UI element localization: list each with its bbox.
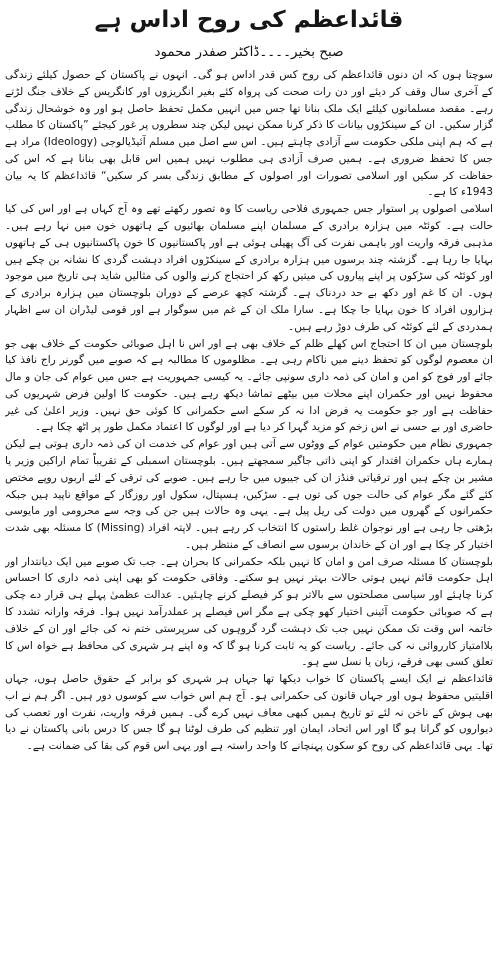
article-body <box>5 67 493 973</box>
article-byline: صبح بخیر۔۔۔۔ڈاکٹر صفدر محمود <box>154 44 344 60</box>
article-paragraph: بلوچستان کا مسئلہ صرف امن و امان کا نہیں بلکہ حکمرانی کا بحران ہے۔ جب تک صوبے میں ایک دیانتدار اور اہل حکومت قائم نہیں ہوتی حالات بہتر نہیں ہو سکتے۔ وفاقی حکومت کو بھی اپنی ذمہ داری کا احساس کرنا چاہئے اور سیاسی مصلحتوں سے بالاتر ہو کر فیصلے کرنے چاہئیں۔ عدالت عظمیٰ پہلے ہی قرار دے چکی ہے کہ صوبائی حکومت آئینی اختیار کھو چکی ہے مگر اس فیصلے پر عملدرآمد نہیں ہوا۔ فرقہ وارانہ تشدد کا خاتمہ اس وقت تک ممکن نہیں جب تک دہشت گرد گروہوں کی سرپرستی ختم نہ کی جائے اور ان کے خلاف بلاامتیاز کارروائی نہ کی جائے۔ ریاست کو یہ ثابت کرنا ہو گا کہ وہ اپنے ہر شہری کی محافظ ہے خواہ اس کا تعلق کسی بھی فرقے، زبان یا نسل سے ہو۔ <box>5 555 493 669</box>
article-paragraph: جمہوری نظام میں حکومتیں عوام کے ووٹوں سے آتی ہیں اور عوام کی خدمت ان کی ذمہ داری ہوتی ہے لیکن ہمارے ہاں حکمران اقتدار کو اپنی ذاتی جاگیر سمجھتے ہیں۔ بلوچستان اسمبلی کے تقریباً تمام اراکین وزیر یا مشیر بن چکے ہیں اور ترقیاتی فنڈز ان کی جیبوں میں جا رہے ہیں۔ صوبے کی ترقی کے لئے اربوں روپے مختص کئے گئے مگر عوام کی حالت جوں کی توں ہے۔ سڑکیں، ہسپتال، سکول اور روزگار کے مواقع ناپید ہیں جبکہ حکمرانوں کے گھروں میں دولت کی ریل پیل ہے۔ یہی وہ حالات ہیں جن کی وجہ سے محرومی اور مایوسی بڑھتی جا رہی ہے اور نوجوان غلط راستوں کا انتخاب کر رہے ہیں۔ لاپتہ افراد (Missing) کا مسئلہ بھی شدت اختیار کر چکا ہے اور ان کے خاندان برسوں سے انصاف کے منتظر ہیں۔ <box>5 438 493 551</box>
article-paragraph: سوچتا ہوں کہ ان دنوں قائداعظم کی روح کس قدر اداس ہو گی۔ انہوں نے پاکستان کے حصول کیلئے زندگی کے آخری سال وقف کر دیئے اور دن رات صحت کی پرواہ کئے بغیر انگریزوں اور کانگریس کے خلاف جنگ لڑتے رہے۔ مقصد مسلمانوں کیلئے ایک ملک بنانا تھا جس میں انہیں مکمل تحفظ حاصل ہو اور وہ خوشحال زندگی گزار سکیں۔ ان کے سینکڑوں بیانات کا ذکر کرنا ممکن نہیں لیکن چند سطروں پر غور کیجئے ”پاکستان کا مطلب ہے کہ ہم اپنی ملکی حکومت سے آزادی چاہتے ہیں۔ اس سے اصل میں مسلم آئیڈیالوجی (Ideology) مراد ہے جس کا تحفظ ضروری ہے۔ ہمیں صرف آزادی ہی مطلوب نہیں ہمیں اس قابل بھی بنانا ہے کہ اس کی حفاظت کر سکیں اور اسلامی تصورات اور اصولوں کے مطابق زندگی بسر کر سکیں“ قائداعظم کا یہ بیان 1943ء کا ہے۔ <box>5 69 493 199</box>
article-paragraph: قائداعظم نے ایک ایسے پاکستان کا خواب دیکھا تھا جہاں ہر شہری کو برابر کے حقوق حاصل ہوں، جہاں اقلیتیں محفوظ ہوں اور جہاں قانون کی حکمرانی ہو۔ آج ہم اس خواب سے کوسوں دور ہیں۔ اگر ہم نے اب بھی ہوش کے ناخن نہ لئے تو تاریخ ہمیں کبھی معاف نہیں کرے گی۔ ہمیں فرقہ واریت، نفرت اور تعصب کی دیواروں کو گرانا ہو گا اور اس اتحاد، ایمان اور تنظیم کی طرف لوٹنا ہو گا جس کا درس بانی پاکستان نے دیا تھا۔ یہی قائداعظم کی روح کو سکون پہنچانے کا واحد راستہ ہے اور یہی اس قوم کی بقا کی ضمانت ہے۔ <box>5 673 493 753</box>
article-paragraph: اسلامی اصولوں پر استوار جس جمہوری فلاحی ریاست کا وہ تصور رکھتے تھے وہ آج کہاں ہے اور اس کی کیا حالت ہے۔ کوئٹہ میں ہزارہ برادری کے مسلمان اپنے مسلمان بھائیوں کے ہاتھوں خون میں نہا رہے ہیں۔ مذہبی فرقہ واریت اور باہمی نفرت کی آگ پھیلی ہوئی ہے اور پاکستانیوں کا خون پاکستانیوں ہی کے ہاتھوں بہایا جا رہا ہے۔ گزشتہ چند برسوں میں ہزارہ برادری کے سینکڑوں افراد دہشت گردی کا نشانہ بن چکے ہیں اور کوئٹہ کی سڑکوں پر اپنے پیاروں کی میتیں رکھ کر احتجاج کرنے والوں کی مثالیں شاید ہی تاریخ میں موجود ہوں۔ ان کا غم اور دکھ بے حد دردناک ہے۔ گزشتہ کچھ عرصے کے دوران بلوچستان میں ہزارہ برادری کے ہزاروں افراد کا خون بہایا جا چکا ہے۔ سارا ملک ان کے غم میں سوگوار ہے اور قومی لیڈران ان سے اظہار ہمدردی کے لئے کوئٹہ کی طرف دوڑ رہے ہیں۔ <box>5 203 493 333</box>
article-title: قائداعظم کی روح اداس ہے <box>94 7 404 33</box>
article-paragraph: بلوچستان میں ان کا احتجاج اس کھلے ظلم کے خلاف بھی ہے اور اس نا اہل صوبائی حکومت کے خلاف بھی جو ان معصوم لوگوں کو تحفظ دینے میں ناکام رہی ہے۔ مظلوموں کا مطالبہ ہے کہ صوبے میں گورنر راج نافذ کیا جائے اور فوج کو امن و امان کی ذمہ داری سونپی جائے۔ یہ کیسی جمہوریت ہے جس میں عوام کی جان و مال محفوظ نہیں اور حکمران اپنے محلات میں بیٹھے تماشا دیکھ رہے ہیں۔ حکومت کا اولین فرض شہریوں کی حفاظت ہے اور جو حکومت یہ فرض ادا نہ کر سکے اسے حکمرانی کا کوئی حق نہیں۔ وزیر اعلیٰ کی غیر حاضری اور بے حسی نے اس زخم کو مزید گہرا کر دیا ہے اور لوگوں کا اعتماد مکمل طور پر اٹھ چکا ہے۔ <box>5 337 493 434</box>
